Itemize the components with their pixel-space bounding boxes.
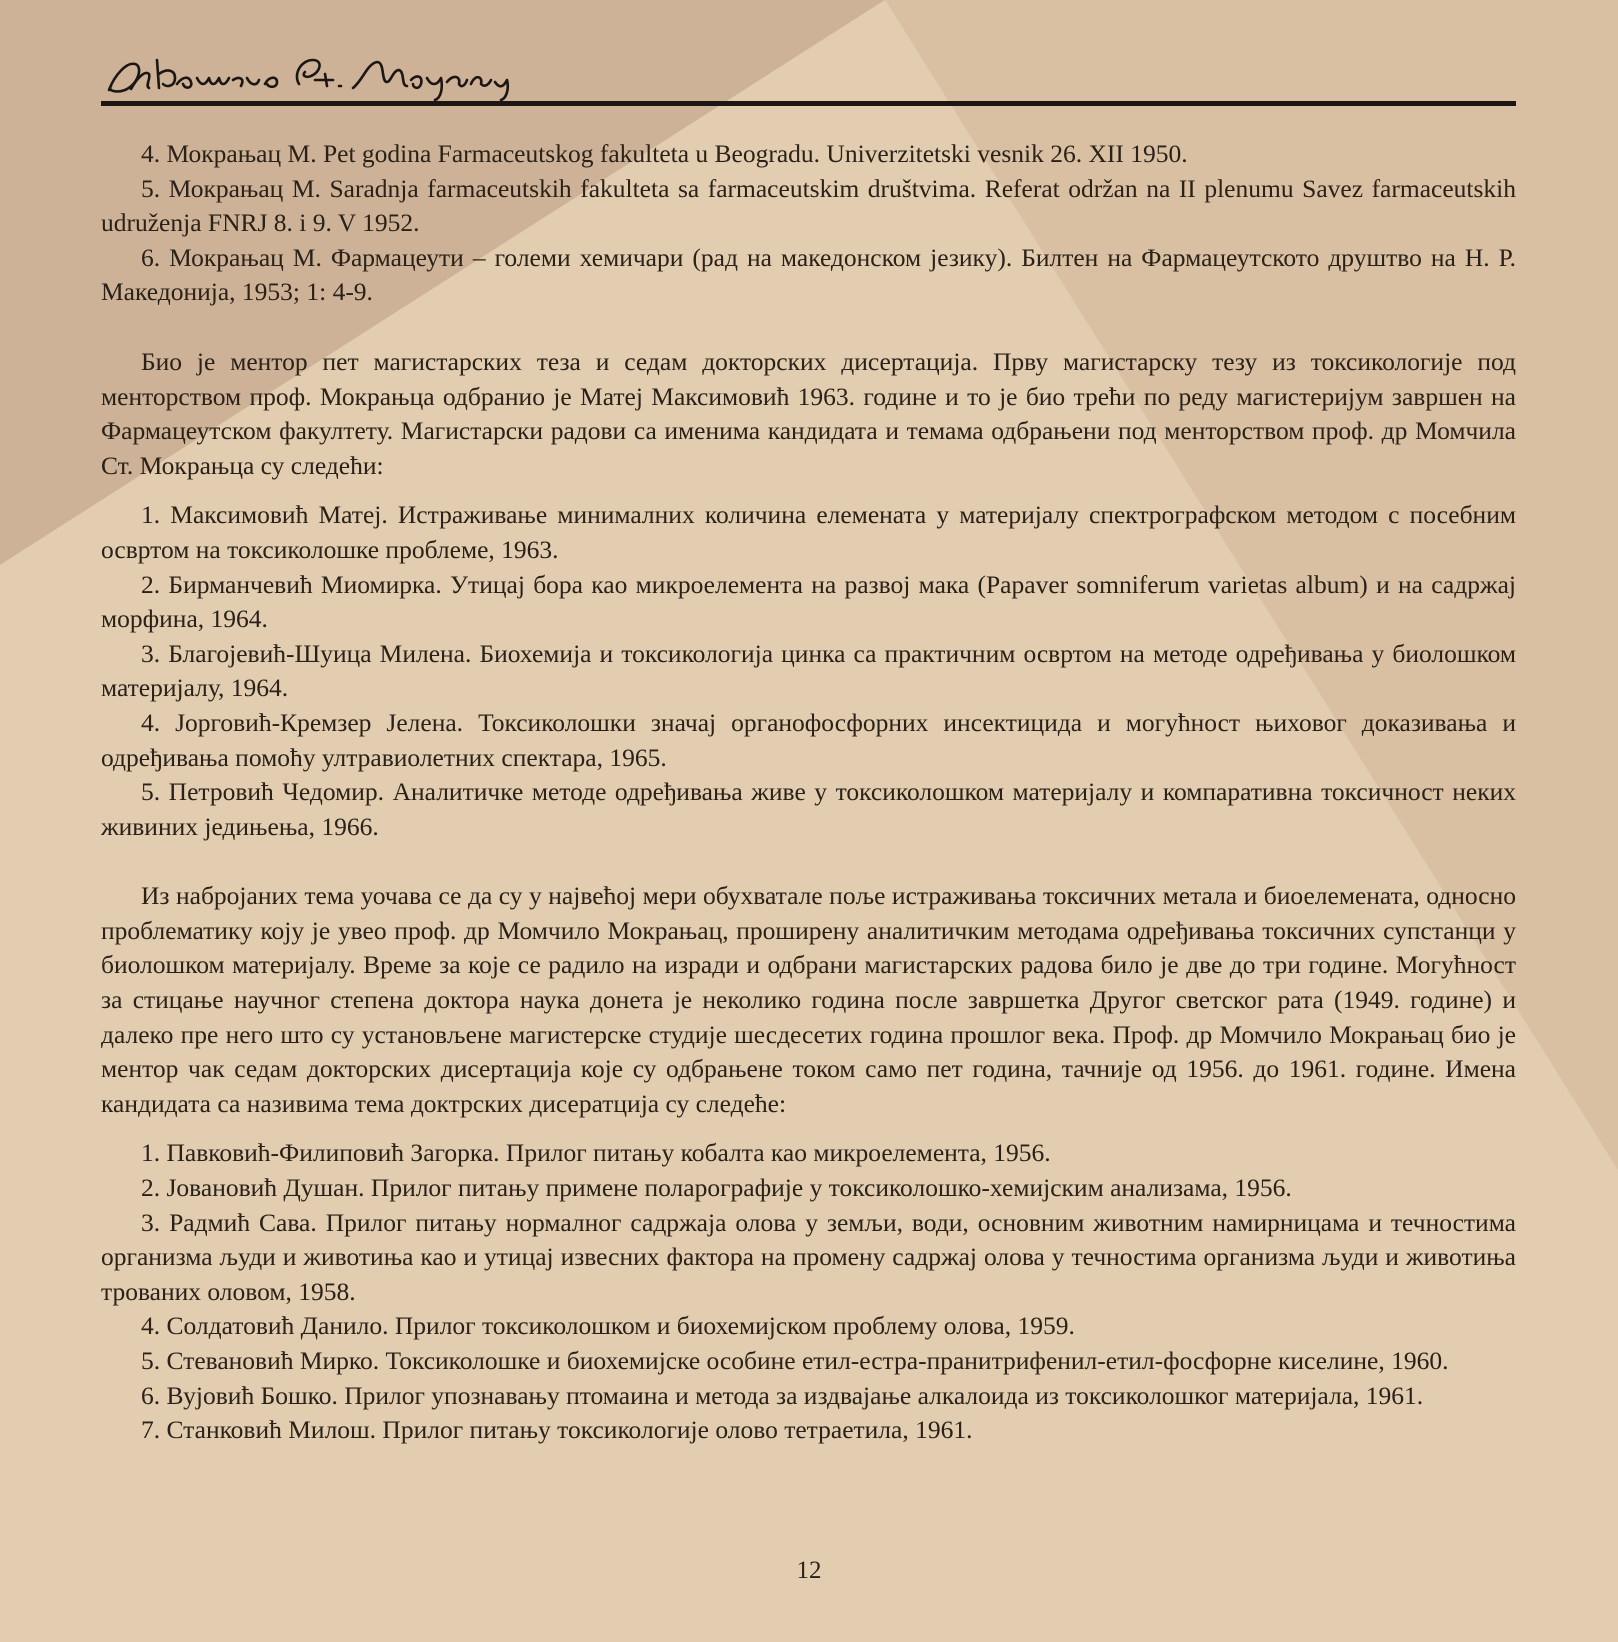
page-header: [101, 40, 1516, 108]
paragraph-spacer: [101, 483, 1516, 498]
signature-image: [101, 40, 531, 104]
reference-item: 4. Мокрањац М. Pet godina Farmaceutskog fakulteta u Beogradu. Univerzitetski vesnik 26. XII 1950.: [141, 139, 1188, 168]
paragraph-spacer: [101, 844, 1516, 879]
masters-thesis-item: 2. Бирманчевић Миомирка. Утицај бора као микроелемента на развој мака (Papaver somniferum varietas album) и на садржај морфина, 1964.: [101, 569, 1516, 634]
mentor-paragraph: Био је ментор пет магистарских теза и седам докторских дисертација. Прву магистарску тезу из токсикологије под менторством проф. Мокрањца одбранио је Матеј Максимовић 1963. године и то је био трећи по реду магистеријум завршен на Фармацеутском факултету. Магистарски радови са именима кандидата и темама одбрањени под менторством проф. др Момчила Ст. Мокрањца су следећи:: [101, 346, 1516, 480]
doctoral-paragraph: Из набројаних тема уочава се да су у највећој мери обухватале поље истраживања токсичних метала и биоелемената, односно проблематику коју је увео проф. др Момчило Мокрањац, проширену аналитичким методама одређивања токсичних супстанци у биолошком материјалу. Време за које се радило на изради и одбрани магистарских радова било је две до три године. Могућност за стицање научног степена доктора наука донета је неколико година после завршетка Другог светског рата (1949. године) и далеко пре него што су установљене магистерске студије шесдесетих година прошлог века. Проф. др Момчило Мокрањац био је ментор чак седам докторских дисертација које су одбрањене током само пет година, тачније од 1956. до 1961. године. Имена кандидата са називима тема доктрских дисератција су следеће:: [101, 881, 1516, 1118]
paragraph-spacer: [101, 1121, 1516, 1136]
masters-thesis-item: 4. Јорговић-Кремзер Јелена. Токсиколошки значај органофосфорних инсектицида и могућност њиховог доказивања и одређивања помоћу ултравиолетних спектара, 1965.: [101, 707, 1516, 772]
dissertation-item: 7. Станковић Милош. Прилог питању токсикологије олово тетраетила, 1961.: [141, 1415, 973, 1445]
masters-thesis-item: 1. Максимовић Матеј. Истраживање минималних количина елемената у материјалу спектрографском методом с посебним освртом на токсиколошке проблеме, 1963.: [101, 500, 1516, 564]
dissertation-item: 6. Вујовић Бошко. Прилог упознавању птомаина и метода за издвајање алкалоида из токсиколошког материјала, 1961.: [141, 1380, 1424, 1410]
reference-item: 5. Мокрањац М. Saradnja farmaceutskih fakulteta sa farmaceutskim društvima. Referat održan na II plenumu Savez farmaceutskih udruženja FNRJ 8. i 9. V 1952.: [101, 173, 1516, 238]
masters-thesis-item: 3. Благојевић-Шуица Милена. Биохемија и токсикологија цинка са практичним освртом на методе одређивања у биолошком материјалу, 1964.: [101, 638, 1516, 703]
dissertation-item: 4. Солдатовић Данило. Прилог токсиколошком и биохемијском проблему олова, 1959.: [141, 1311, 1075, 1341]
dissertation-item: 5. Стевановић Мирко. Токсиколошке и биохемијске особине етил-естра-пранитрифенил-етил-фосфорне киселине, 1960.: [141, 1346, 1449, 1375]
reference-item: 6. Мокрањац М. Фармацеути – големи хемичари (рад на македонском језику). Билтен на Фармацеутското друштво на Н. Р. Македонија, 1953; 1: 4-9.: [101, 242, 1516, 307]
dissertation-item: 3. Радмић Сава. Прилог питању нормалног садржаја олова у земљи, води, основним животним намирницама и течностима организма људи и животиња као и утицај извесних фактора на промену садржај олова у течностима организма људи и животиња трованих оловом, 1958.: [101, 1207, 1516, 1306]
page-number: 12: [796, 1557, 822, 1584]
document-body: [101, 137, 1516, 1448]
paragraph-spacer: [101, 310, 1516, 345]
header-divider: [101, 101, 1516, 106]
dissertation-item: 1. Павковић-Филиповић Загорка. Прилог питању кобалта као микроелемента, 1956.: [141, 1138, 1051, 1168]
dissertation-item: 2. Јовановић Душан. Прилог питању примене поларографије у токсиколошко-хемијским анализама, 1956.: [141, 1173, 1292, 1203]
masters-thesis-item: 5. Петровић Чедомир. Аналитичке методе одређивања живе у токсиколошком материјалу и компаративна токсичност неких живиних једињења, 1966.: [101, 777, 1516, 841]
